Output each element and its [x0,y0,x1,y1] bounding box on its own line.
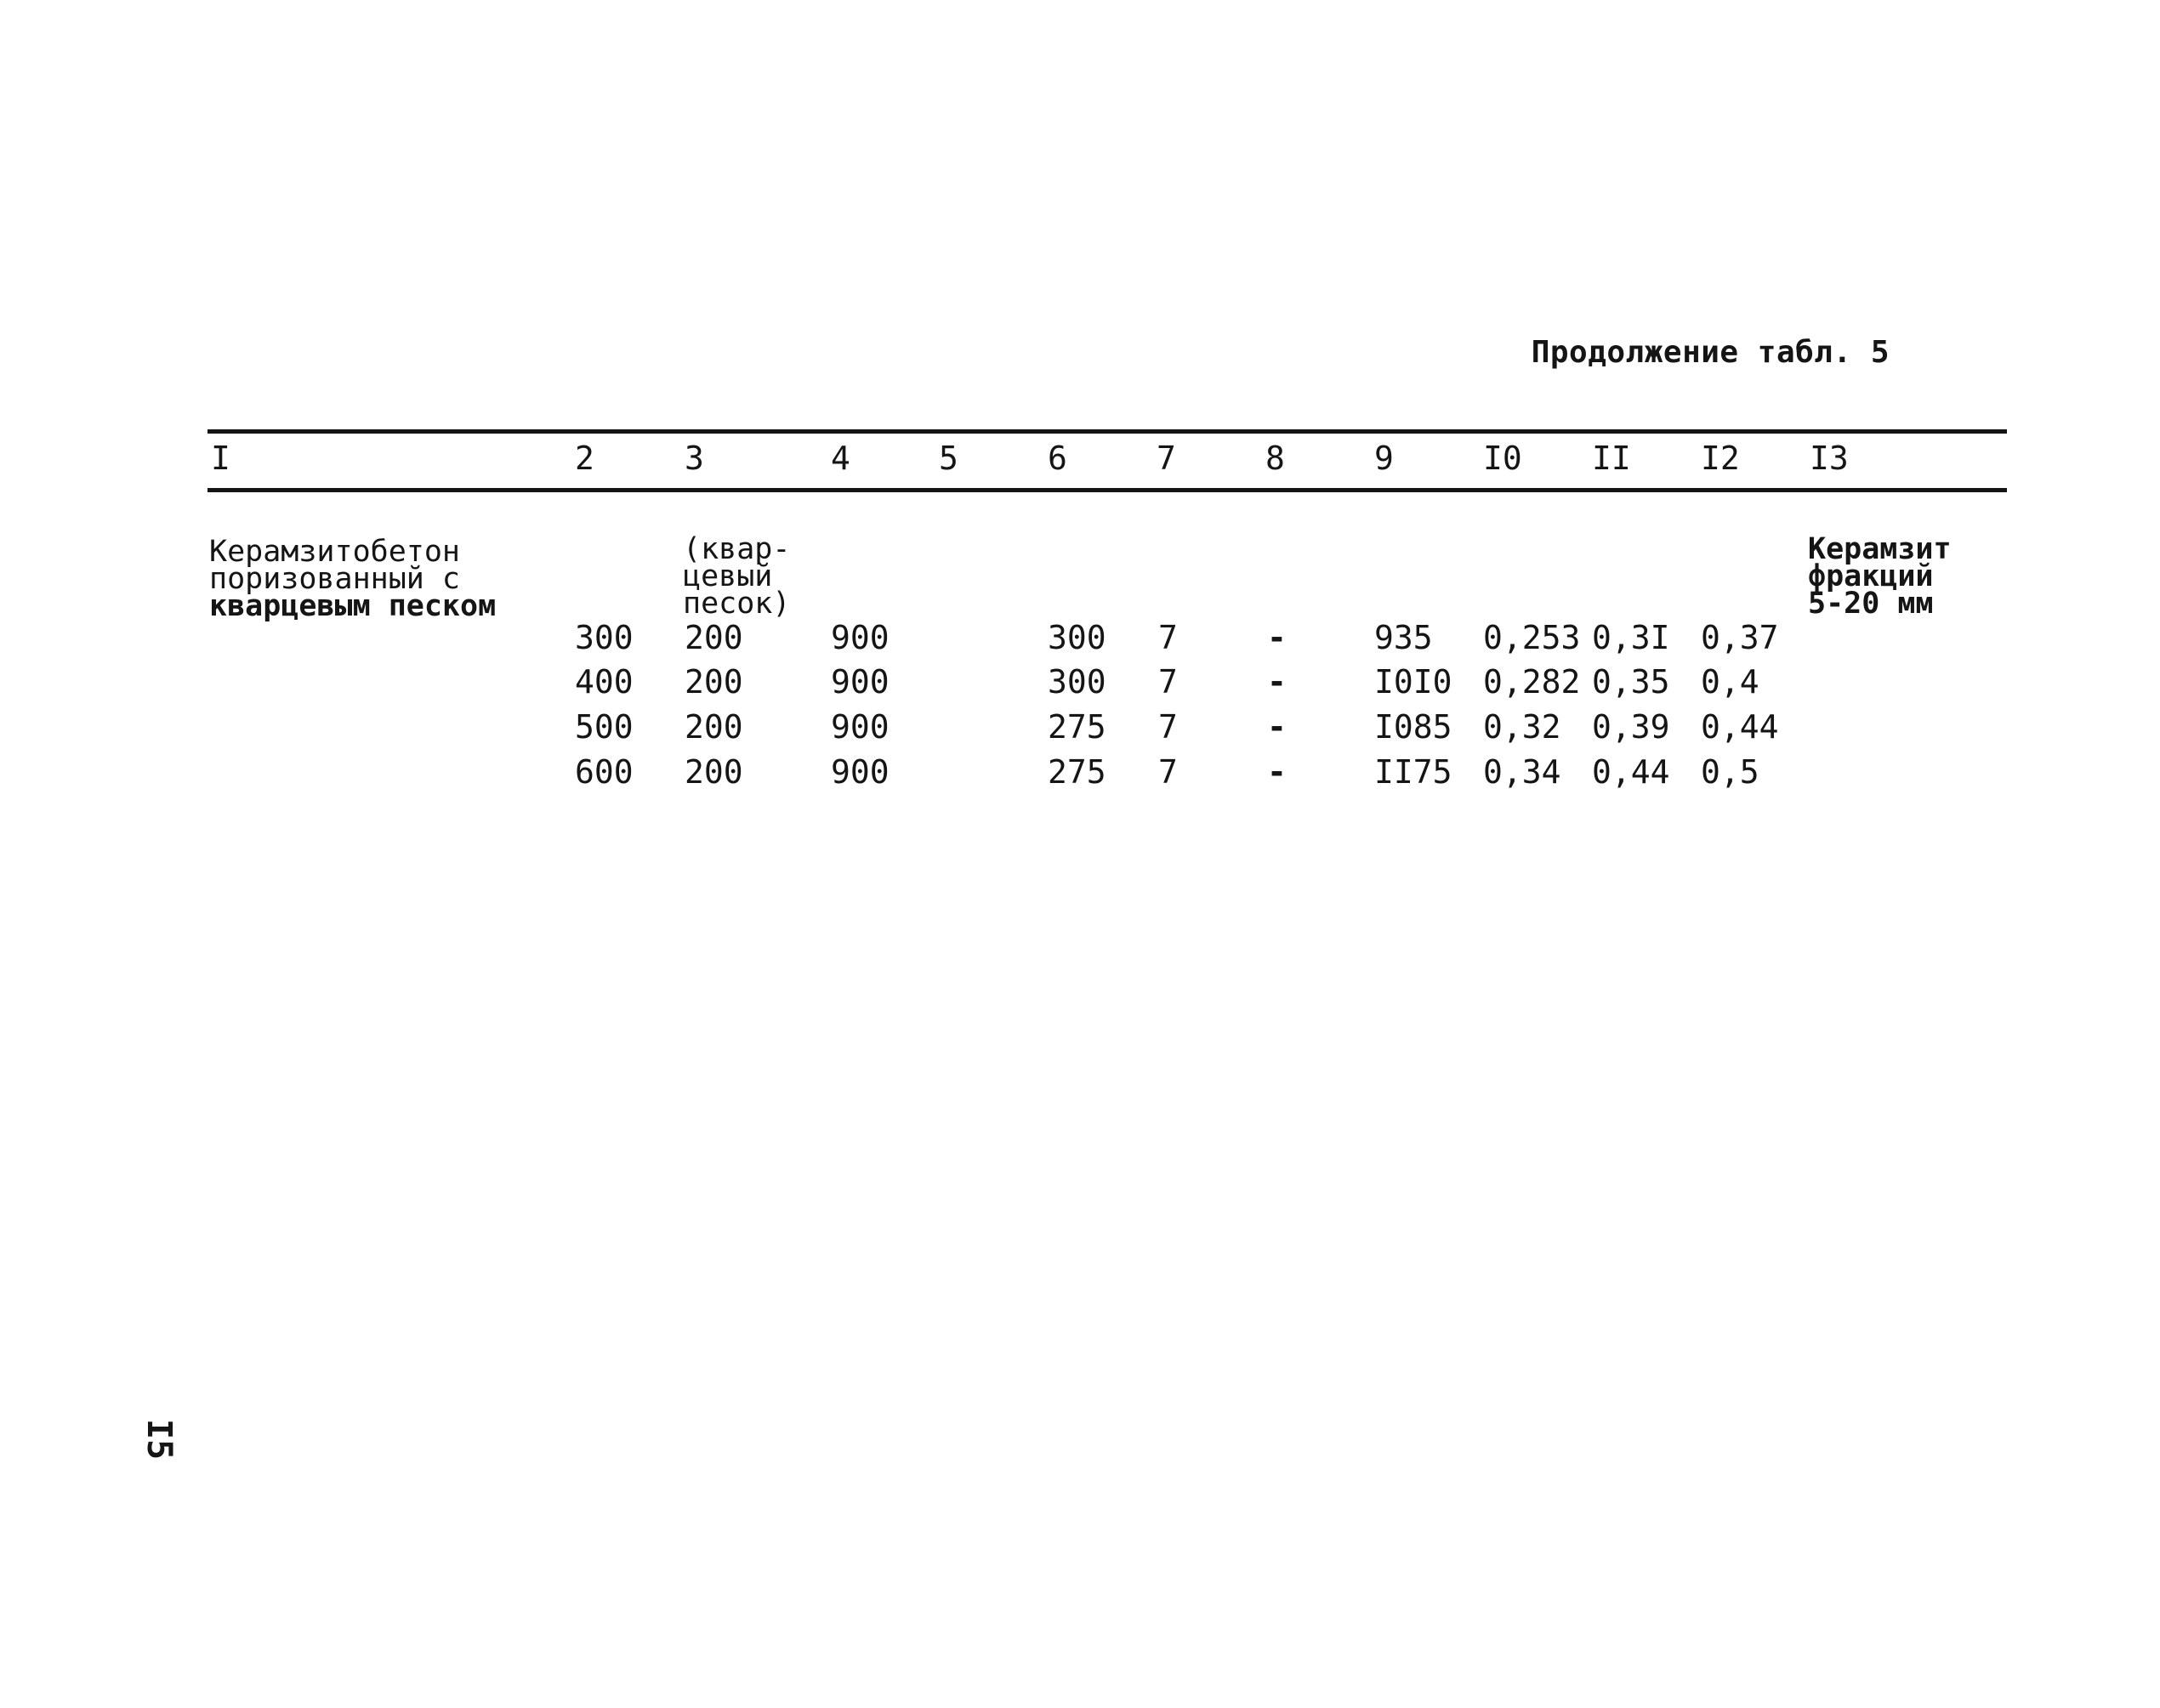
row-2-col-8: - [1267,663,1287,701]
row-3-col-4: 900 [831,708,890,746]
row-3-col-6: 275 [1048,708,1106,746]
row-2-col-9: I0I0 [1374,663,1452,701]
table-caption: Продолжение табл. 5 [1531,335,1890,370]
page-number: I5 [139,1418,179,1461]
row-1-col-3: 200 [685,619,743,656]
row-1-col-7: 7 [1158,619,1178,656]
table-header-rule [207,488,2007,492]
header-col-5: 5 [939,440,958,477]
row-2-col-12: 0,4 [1701,663,1759,701]
header-col-13: I3 [1810,440,1849,477]
row-4-col-11: 0,44 [1592,753,1670,791]
row-2-col-7: 7 [1158,663,1178,701]
row-4-col-8: - [1267,753,1287,791]
row-4-col-6: 275 [1048,753,1106,791]
row-1-col-4: 900 [831,619,890,656]
header-col-2: 2 [575,440,594,477]
row-4-col-12: 0,5 [1701,753,1759,791]
header-col-6: 6 [1048,440,1067,477]
row-1-col-11: 0,3I [1592,619,1670,656]
row-1-col-12: 0,37 [1701,619,1779,656]
row-4-col-4: 900 [831,753,890,791]
header-col-10: I0 [1483,440,1522,477]
row-2-col-3: 200 [685,663,743,701]
row-2-col-6: 300 [1048,663,1106,701]
row-4-col-10: 0,34 [1483,753,1561,791]
table-top-rule [207,429,2007,434]
material-name-line-3: кварцевым песком [209,589,497,623]
row-1-col-8: - [1267,619,1287,656]
row-3-col-11: 0,39 [1592,708,1670,746]
header-col-3: 3 [685,440,704,477]
row-4-col-2: 600 [575,753,634,791]
header-col-11: II [1592,440,1631,477]
row-2-col-10: 0,282 [1483,663,1581,701]
row-3-col-12: 0,44 [1701,708,1779,746]
row-2-col-2: 400 [575,663,634,701]
row-3-col-8: - [1267,708,1287,746]
row-1-col-10: 0,253 [1483,619,1581,656]
header-col-9: 9 [1374,440,1394,477]
material-name-line-1: Керамзитобетон [209,535,461,569]
row-1-col-2: 300 [575,619,634,656]
header-col-8: 8 [1265,440,1285,477]
row-3-col-3: 200 [685,708,743,746]
row-3-col-9: I085 [1374,708,1452,746]
row-1-col-6: 300 [1048,619,1106,656]
header-col-12: I2 [1701,440,1740,477]
header-col-4: 4 [831,440,850,477]
row-4-col-9: II75 [1374,753,1452,791]
column-13-note: Керамзит фракций 5-20 мм [1808,532,1952,621]
row-3-col-10: 0,32 [1483,708,1561,746]
row-4-col-3: 200 [685,753,743,791]
row-2-col-11: 0,35 [1592,663,1670,701]
header-col-7: 7 [1157,440,1176,477]
row-1-col-9: 935 [1374,619,1433,656]
row-3-col-2: 500 [575,708,634,746]
material-name-line-2: поризованный с [209,562,461,596]
column-3-note: (квар- цевый песок) [683,532,791,621]
header-col-1: I [211,440,230,477]
row-2-col-4: 900 [831,663,890,701]
row-4-col-7: 7 [1158,753,1178,791]
row-3-col-7: 7 [1158,708,1178,746]
